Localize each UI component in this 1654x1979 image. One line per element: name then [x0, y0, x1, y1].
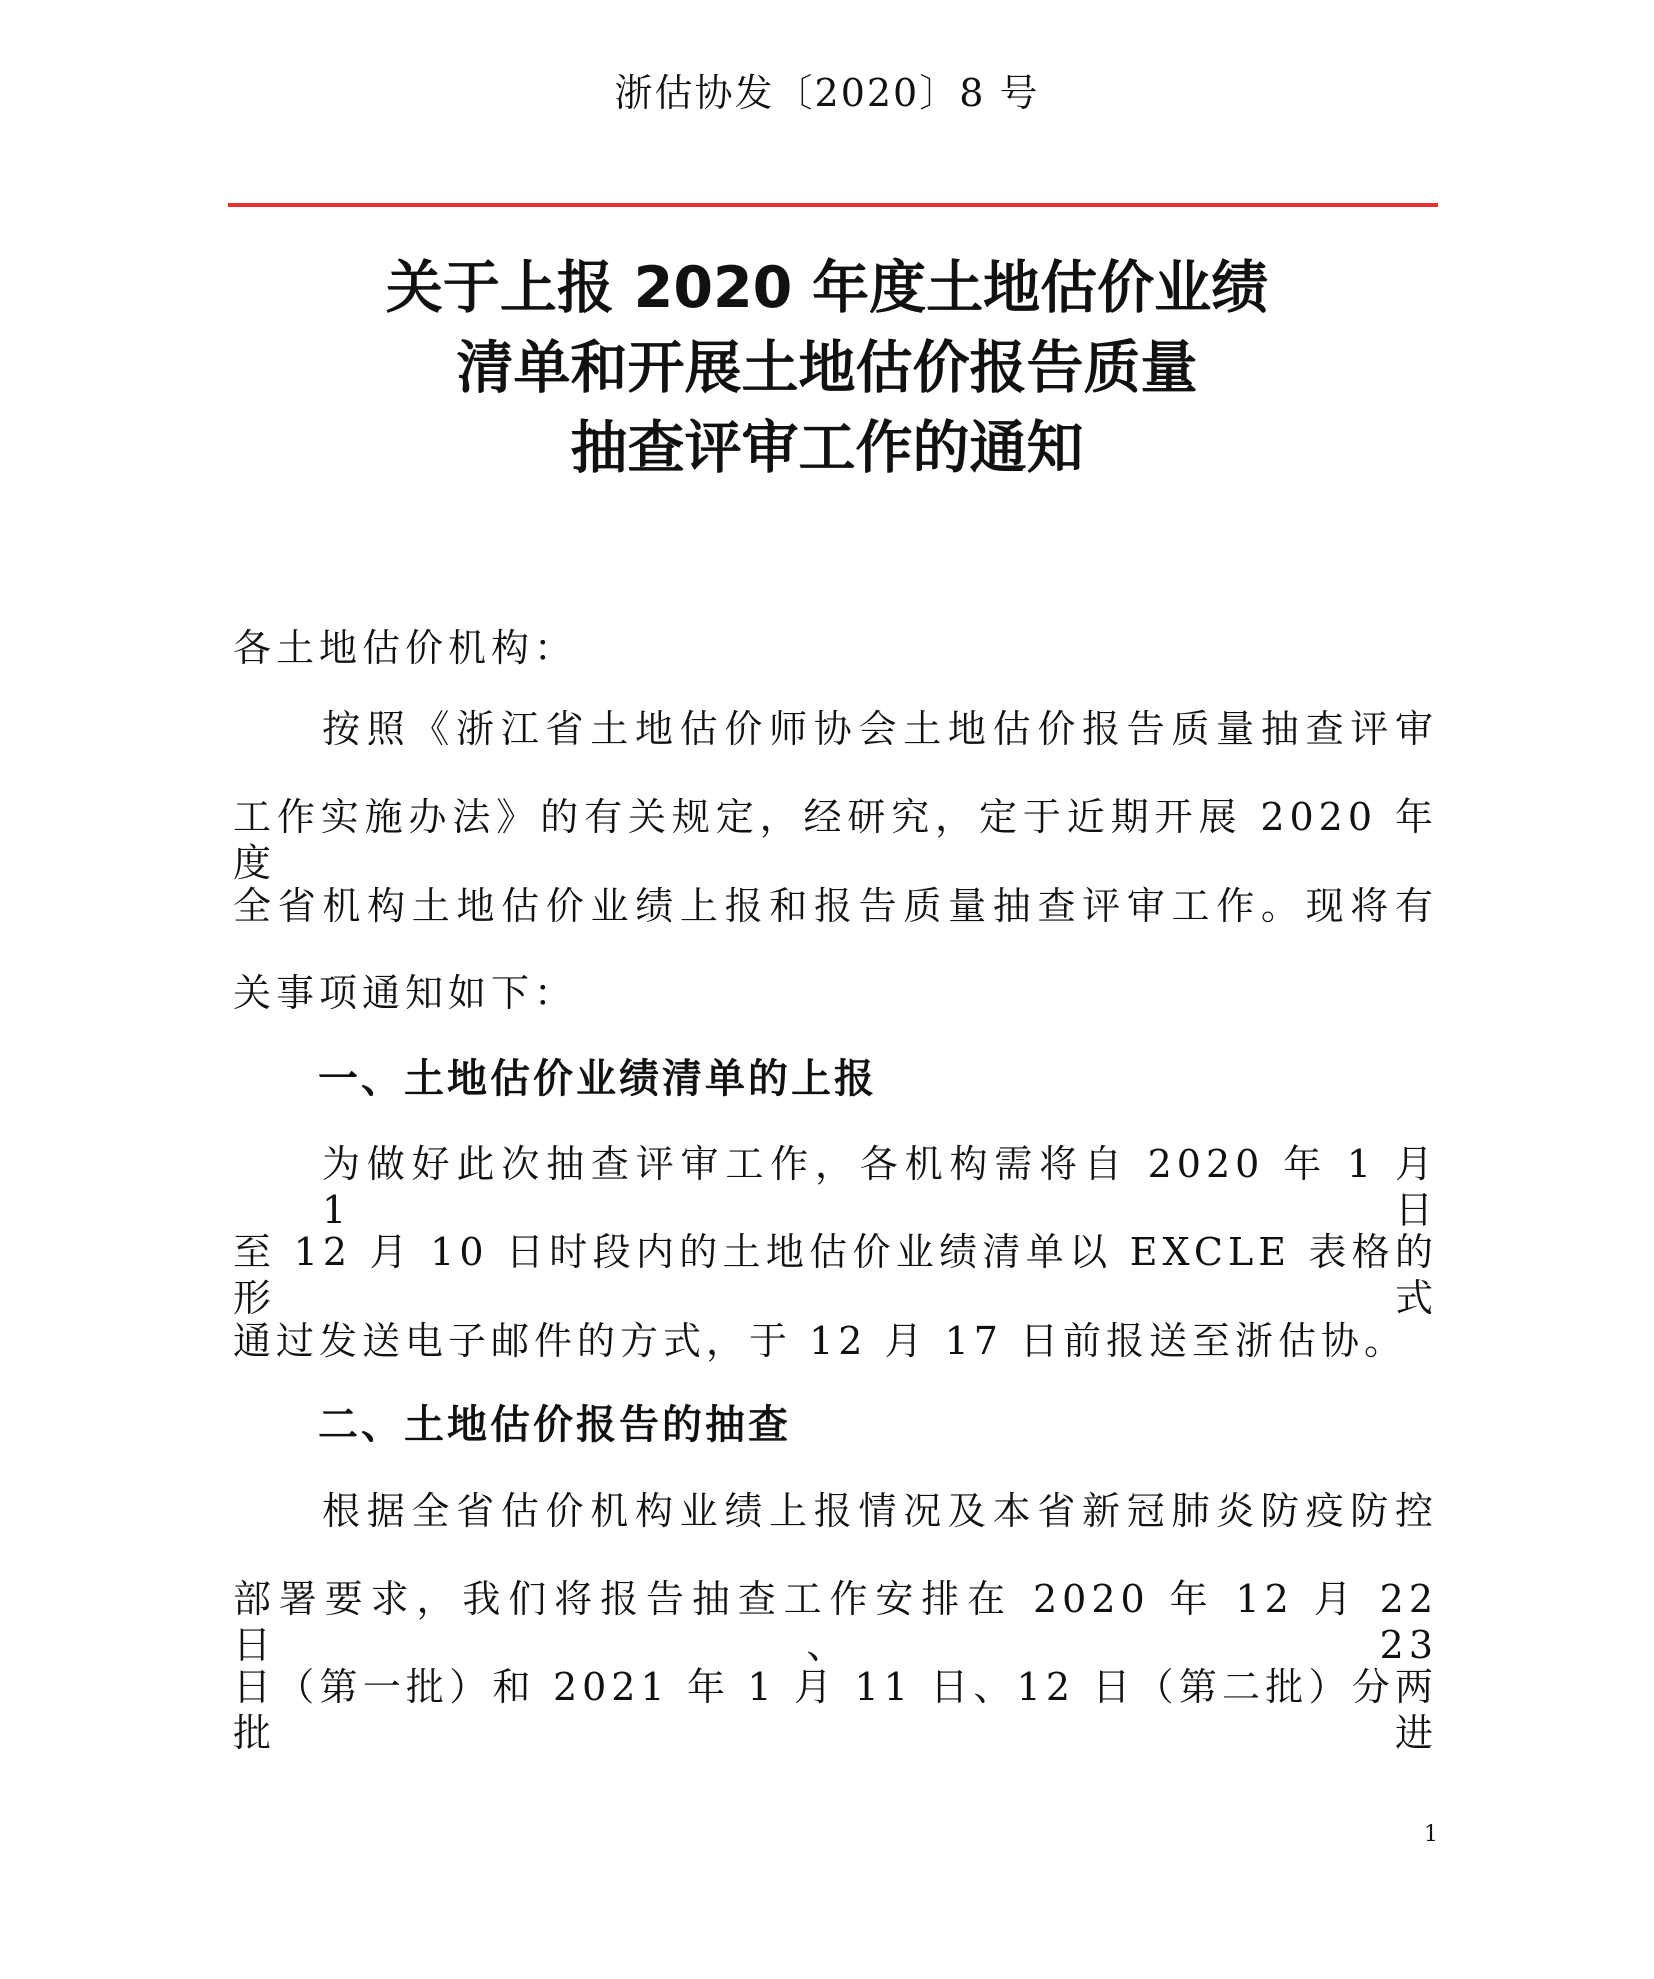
- document-number: 浙估协发〔2020〕8 号: [614, 71, 1040, 115]
- salutation: 各土地估价机构：: [233, 626, 578, 670]
- section-2-line-1: 根据全省估价机构业绩上报情况及本省新冠肺炎防疫防控: [322, 1489, 1438, 1533]
- title-line-2: 清单和开展土地估价报告质量: [456, 335, 1198, 401]
- page-number: 1: [1424, 1822, 1438, 1847]
- intro-line-4: 关事项通知如下：: [233, 971, 578, 1015]
- intro-line-2: 工作实施办法》的有关规定，经研究，定于近期开展 2020 年度: [233, 795, 1438, 885]
- intro-line-1: 按照《浙江省土地估价师协会土地估价报告质量抽查评审: [322, 707, 1438, 751]
- intro-line-3: 全省机构土地估价业绩上报和报告质量抽查评审工作。现将有: [233, 884, 1438, 928]
- section-1-line-2: 至 12 月 10 日时段内的土地估价业绩清单以 EXCLE 表格的形式: [233, 1230, 1438, 1320]
- section-1-line-1: 为做好此次抽查评审工作，各机构需将自 2020 年 1 月 1 日: [322, 1142, 1438, 1232]
- section-2-line-3: 日（第一批）和 2021 年 1 月 11 日、12 日（第二批）分两批进: [233, 1665, 1438, 1755]
- section-1-line-3: 通过发送电子邮件的方式，于 12 月 17 日前报送至浙估协。: [233, 1319, 1408, 1363]
- title-line-3: 抽查评审工作的通知: [570, 415, 1084, 481]
- red-header-rule: [228, 203, 1438, 207]
- section-2-line-2: 部署要求，我们将报告抽查工作安排在 2020 年 12 月 22 日、23: [233, 1577, 1438, 1667]
- title-line-1: 关于上报 2020 年度土地估价业绩: [385, 255, 1269, 321]
- document-title: [0, 248, 1654, 488]
- section-2-heading: 二、土地估价报告的抽查: [318, 1402, 791, 1448]
- section-1-heading: 一、土地估价业绩清单的上报: [318, 1056, 877, 1102]
